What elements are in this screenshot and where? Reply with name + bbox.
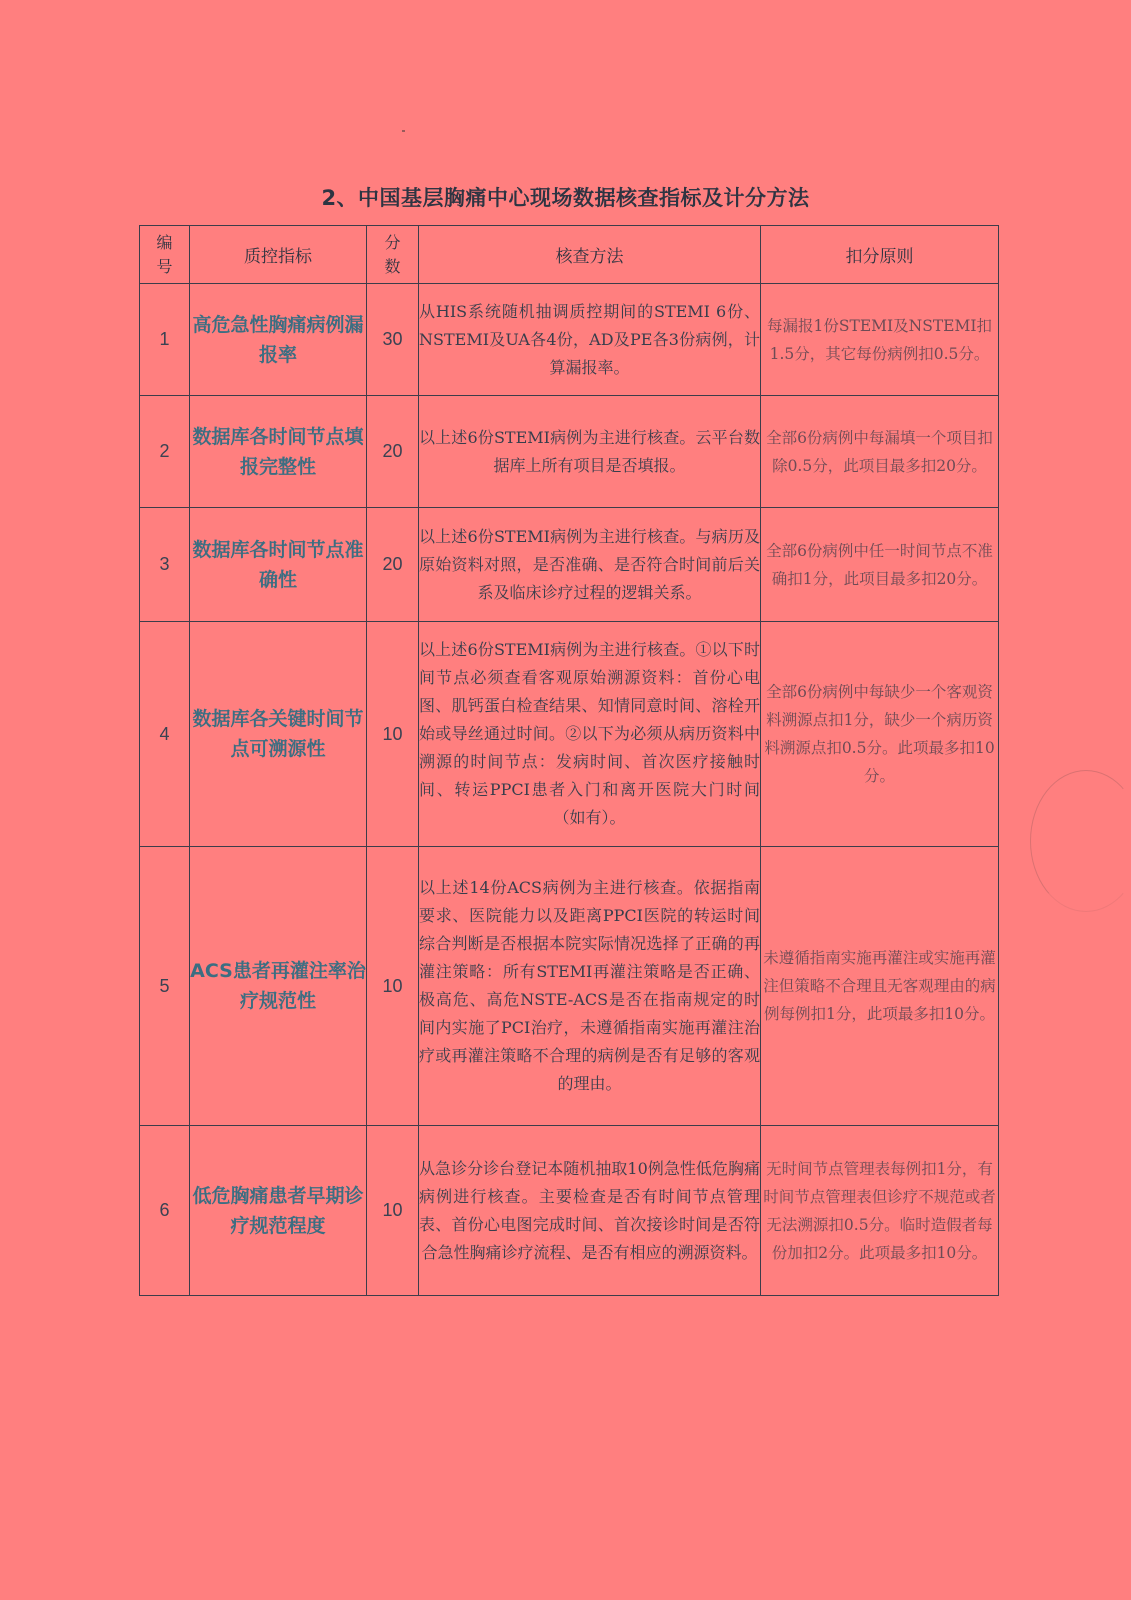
row-number: 3 bbox=[140, 508, 190, 622]
row-indicator: 数据库各时间节点准确性 bbox=[190, 508, 367, 622]
scan-speck bbox=[402, 130, 405, 132]
row-indicator: 数据库各时间节点填报完整性 bbox=[190, 396, 367, 508]
row-method: 从HIS系统随机抽调质控期间的STEMI 6份、NSTEMI及UA各4份，AD及PE各3份病例，计算漏报率。 bbox=[419, 284, 761, 396]
row-deduction: 未遵循指南实施再灌注或实施再灌注但策略不合理且无客观理由的病例每例扣1分，此项最多扣10分。 bbox=[761, 847, 999, 1126]
row-number: 4 bbox=[140, 622, 190, 847]
row-indicator: 高危急性胸痛病例漏报率 bbox=[190, 284, 367, 396]
row-deduction: 全部6份病例中任一时间节点不准确扣1分，此项目最多扣20分。 bbox=[761, 508, 999, 622]
row-indicator: ACS患者再灌注率治疗规范性 bbox=[190, 847, 367, 1126]
row-method: 以上述6份STEMI病例为主进行核查。①以下时间节点必须查看客观原始溯源资料：首份心电图、肌钙蛋白检查结果、知情同意时间、溶栓开始或导丝通过时间。②以下为必须从病历资料中溯源的时间节点：发病时间、首次医疗接触时间、转运PPCI患者入门和离开医院大门时间（如有）。 bbox=[419, 622, 761, 847]
audit-criteria-table bbox=[139, 225, 999, 1296]
row-number: 1 bbox=[140, 284, 190, 396]
table-row bbox=[140, 396, 999, 508]
row-method: 以上述14份ACS病例为主进行核查。依据指南要求、医院能力以及距离PPCI医院的转运时间综合判断是否根据本院实际情况选择了正确的再灌注策略：所有STEMI再灌注策略是否正确、极高危、高危NSTE-ACS是否在指南规定的时间内实施了PCI治疗，未遵循指南实施再灌注治疗或再灌注策略不合理的病例是否有足够的客观的理由。 bbox=[419, 847, 761, 1126]
row-score: 10 bbox=[367, 622, 419, 847]
header-deduction: 扣分原则 bbox=[761, 226, 999, 284]
table-row bbox=[140, 508, 999, 622]
page-title: 2、中国基层胸痛中心现场数据核查指标及计分方法 bbox=[321, 186, 810, 210]
faint-seal-impression bbox=[1030, 770, 1131, 912]
row-score: 10 bbox=[367, 847, 419, 1126]
row-deduction: 无时间节点管理表每例扣1分，有时间节点管理表但诊疗不规范或者无法溯源扣0.5分。临时造假者每份加扣2分。此项最多扣10分。 bbox=[761, 1126, 999, 1296]
row-deduction: 每漏报1份STEMI及NSTEMI扣1.5分，其它每份病例扣0.5分。 bbox=[761, 284, 999, 396]
row-score: 10 bbox=[367, 1126, 419, 1296]
row-number: 5 bbox=[140, 847, 190, 1126]
row-score: 20 bbox=[367, 396, 419, 508]
row-indicator: 数据库各关键时间节点可溯源性 bbox=[190, 622, 367, 847]
table-row bbox=[140, 847, 999, 1126]
table-row bbox=[140, 1126, 999, 1296]
row-method: 从急诊分诊台登记本随机抽取10例急性低危胸痛病例进行核查。主要检查是否有时间节点管理表、首份心电图完成时间、首次接诊时间是否符合急性胸痛诊疗流程、是否有相应的溯源资料。 bbox=[419, 1126, 761, 1296]
row-deduction: 全部6份病例中每漏填一个项目扣除0.5分，此项目最多扣20分。 bbox=[761, 396, 999, 508]
table-header-row bbox=[140, 226, 999, 284]
row-method: 以上述6份STEMI病例为主进行核查。云平台数据库上所有项目是否填报。 bbox=[419, 396, 761, 508]
header-score: 分数 bbox=[367, 226, 419, 284]
row-number: 2 bbox=[140, 396, 190, 508]
row-method: 以上述6份STEMI病例为主进行核查。与病历及原始资料对照，是否准确、是否符合时间前后关系及临床诊疗过程的逻辑关系。 bbox=[419, 508, 761, 622]
row-number: 6 bbox=[140, 1126, 190, 1296]
row-deduction: 全部6份病例中每缺少一个客观资料溯源点扣1分，缺少一个病历资料溯源点扣0.5分。此项最多扣10分。 bbox=[761, 622, 999, 847]
table-row bbox=[140, 284, 999, 396]
header-number: 编号 bbox=[140, 226, 190, 284]
table-row bbox=[140, 622, 999, 847]
header-indicator: 质控指标 bbox=[190, 226, 367, 284]
row-indicator: 低危胸痛患者早期诊疗规范程度 bbox=[190, 1126, 367, 1296]
row-score: 30 bbox=[367, 284, 419, 396]
header-method: 核查方法 bbox=[419, 226, 761, 284]
row-score: 20 bbox=[367, 508, 419, 622]
